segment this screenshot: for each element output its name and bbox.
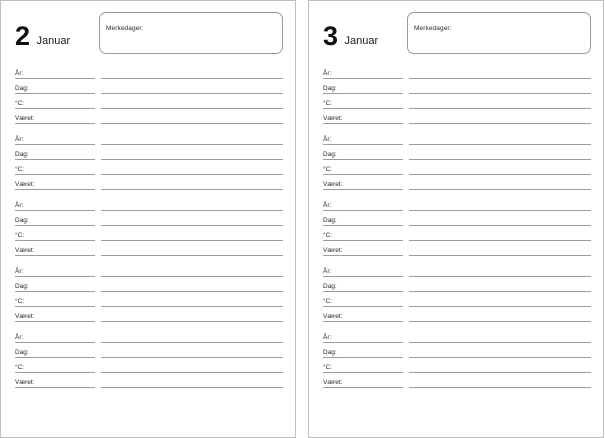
field-rule — [323, 189, 403, 190]
writing-line[interactable] — [409, 64, 591, 79]
diary-entry — [323, 127, 591, 193]
field-weather[interactable] — [323, 373, 409, 388]
diary-entry — [323, 259, 591, 325]
field-temperature[interactable] — [15, 160, 101, 175]
field-label-temperature: °C: — [323, 99, 333, 107]
notable-days-box[interactable] — [99, 12, 283, 54]
writing-line[interactable] — [409, 241, 591, 256]
field-label-weather: Været: — [323, 180, 343, 188]
field-day[interactable] — [15, 343, 101, 358]
field-temperature[interactable] — [15, 358, 101, 373]
writing-line[interactable] — [409, 94, 591, 109]
field-temperature[interactable] — [323, 94, 409, 109]
entry-writing-lines[interactable] — [409, 61, 591, 127]
month-name: Januar — [36, 35, 71, 47]
field-weather[interactable] — [15, 109, 101, 124]
field-day[interactable] — [323, 145, 409, 160]
field-temperature[interactable] — [323, 226, 409, 241]
field-temperature[interactable] — [15, 94, 101, 109]
diary-entry — [15, 259, 283, 325]
field-year[interactable] — [15, 130, 101, 145]
entry-writing-lines[interactable] — [409, 259, 591, 325]
entry-field-column — [323, 127, 409, 193]
writing-line[interactable] — [409, 358, 591, 373]
entry-field-column — [15, 325, 101, 391]
writing-line[interactable] — [409, 277, 591, 292]
writing-line[interactable] — [409, 79, 591, 94]
field-rule — [15, 123, 95, 124]
field-year[interactable] — [323, 64, 409, 79]
field-day[interactable] — [15, 79, 101, 94]
writing-line[interactable] — [101, 145, 283, 160]
field-label-year: År: — [323, 201, 332, 209]
field-temperature[interactable] — [323, 292, 409, 307]
field-day[interactable] — [323, 79, 409, 94]
field-label-day: Dag: — [15, 84, 29, 92]
field-rule — [15, 387, 95, 388]
writing-line[interactable] — [101, 196, 283, 211]
writing-line[interactable] — [101, 94, 283, 109]
writing-line[interactable] — [101, 241, 283, 256]
writing-line[interactable] — [409, 307, 591, 322]
field-temperature[interactable] — [15, 226, 101, 241]
field-label-day: Dag: — [323, 348, 337, 356]
entry-writing-lines[interactable] — [409, 127, 591, 193]
writing-line[interactable] — [409, 130, 591, 145]
field-label-temperature: °C: — [15, 231, 25, 239]
entry-field-column — [323, 325, 409, 391]
entry-writing-lines[interactable] — [101, 193, 283, 259]
field-weather[interactable] — [15, 175, 101, 190]
date-block-left — [15, 11, 99, 50]
field-year[interactable] — [15, 196, 101, 211]
field-label-year: År: — [323, 267, 332, 275]
entry-field-column — [15, 61, 101, 127]
page-header-right — [323, 11, 591, 55]
field-label-weather: Været: — [15, 312, 35, 320]
writing-line[interactable] — [101, 175, 283, 190]
writing-line[interactable] — [409, 196, 591, 211]
field-label-weather: Været: — [323, 378, 343, 386]
entry-field-column — [323, 259, 409, 325]
writing-line[interactable] — [101, 307, 283, 322]
entry-writing-lines[interactable] — [101, 127, 283, 193]
diary-entry — [15, 127, 283, 193]
field-weather[interactable] — [15, 307, 101, 322]
diary-entry — [15, 325, 283, 391]
writing-line[interactable] — [409, 175, 591, 190]
diary-entry — [323, 325, 591, 391]
field-label-temperature: °C: — [15, 363, 25, 371]
field-day[interactable] — [323, 211, 409, 226]
field-year[interactable] — [323, 262, 409, 277]
field-temperature[interactable] — [323, 358, 409, 373]
writing-line[interactable] — [409, 109, 591, 124]
entry-field-column — [15, 193, 101, 259]
writing-line[interactable] — [409, 343, 591, 358]
writing-line[interactable] — [101, 64, 283, 79]
writing-line[interactable] — [409, 226, 591, 241]
entry-field-column — [15, 127, 101, 193]
field-rule — [323, 123, 403, 124]
writing-line[interactable] — [101, 130, 283, 145]
writing-line[interactable] — [101, 109, 283, 124]
field-weather[interactable] — [323, 241, 409, 256]
field-label-year: År: — [323, 333, 332, 341]
notable-days-box[interactable] — [407, 12, 591, 54]
writing-line[interactable] — [101, 328, 283, 343]
field-label-day: Dag: — [15, 216, 29, 224]
field-label-temperature: °C: — [323, 297, 333, 305]
entry-list-right — [323, 61, 591, 391]
field-label-weather: Været: — [15, 378, 35, 386]
writing-line[interactable] — [101, 373, 283, 388]
entry-writing-lines[interactable] — [409, 325, 591, 391]
field-weather[interactable] — [15, 241, 101, 256]
field-year[interactable] — [15, 262, 101, 277]
writing-line[interactable] — [101, 262, 283, 277]
field-year[interactable] — [15, 328, 101, 343]
field-label-day: Dag: — [323, 216, 337, 224]
entry-field-column — [323, 193, 409, 259]
writing-line[interactable] — [409, 373, 591, 388]
field-day[interactable] — [15, 145, 101, 160]
field-label-year: År: — [323, 69, 332, 77]
notable-days-label: Merkedager: — [106, 25, 144, 32]
writing-line[interactable] — [101, 358, 283, 373]
writing-line[interactable] — [101, 79, 283, 94]
field-temperature[interactable] — [15, 292, 101, 307]
field-day[interactable] — [15, 211, 101, 226]
writing-line[interactable] — [101, 226, 283, 241]
writing-line[interactable] — [409, 328, 591, 343]
field-label-year: År: — [15, 333, 24, 341]
field-day[interactable] — [15, 277, 101, 292]
field-label-year: År: — [15, 201, 24, 209]
month-name: Januar — [344, 35, 379, 47]
field-label-weather: Været: — [15, 246, 35, 254]
field-label-weather: Været: — [323, 246, 343, 254]
field-label-year: År: — [15, 267, 24, 275]
field-year[interactable] — [15, 64, 101, 79]
field-label-weather: Været: — [323, 312, 343, 320]
diary-entry — [323, 61, 591, 127]
field-label-day: Dag: — [323, 150, 337, 158]
entry-field-column — [15, 259, 101, 325]
field-label-day: Dag: — [323, 282, 337, 290]
field-day[interactable] — [323, 343, 409, 358]
diary-entry — [15, 61, 283, 127]
field-rule — [15, 255, 95, 256]
field-label-year: År: — [15, 69, 24, 77]
field-year[interactable] — [323, 328, 409, 343]
field-label-day: Dag: — [15, 150, 29, 158]
diary-entry — [323, 193, 591, 259]
field-label-weather: Været: — [15, 180, 35, 188]
field-rule — [323, 255, 403, 256]
field-label-temperature: °C: — [323, 363, 333, 371]
field-label-year: År: — [323, 135, 332, 143]
entry-list-left — [15, 61, 283, 391]
writing-line[interactable] — [101, 277, 283, 292]
writing-line[interactable] — [409, 211, 591, 226]
field-rule — [15, 321, 95, 322]
field-label-weather: Været: — [323, 114, 343, 122]
field-label-temperature: °C: — [323, 165, 333, 173]
field-label-day: Dag: — [323, 84, 337, 92]
field-label-day: Dag: — [15, 282, 29, 290]
field-temperature[interactable] — [323, 160, 409, 175]
field-weather[interactable] — [323, 109, 409, 124]
field-year[interactable] — [323, 130, 409, 145]
field-label-temperature: °C: — [15, 297, 25, 305]
writing-line[interactable] — [101, 211, 283, 226]
field-label-temperature: °C: — [323, 231, 333, 239]
field-label-year: År: — [15, 135, 24, 143]
field-label-day: Dag: — [15, 348, 29, 356]
page-content-right — [309, 1, 603, 437]
entry-writing-lines[interactable] — [101, 259, 283, 325]
entry-field-column — [323, 61, 409, 127]
diary-entry — [15, 193, 283, 259]
diary-page-right — [308, 0, 604, 438]
field-day[interactable] — [323, 277, 409, 292]
field-label-weather: Været: — [15, 114, 35, 122]
writing-line[interactable] — [101, 160, 283, 175]
writing-line[interactable] — [409, 262, 591, 277]
writing-line[interactable] — [409, 292, 591, 307]
writing-line[interactable] — [101, 343, 283, 358]
page-header-left — [15, 11, 283, 55]
writing-line[interactable] — [101, 292, 283, 307]
field-rule — [323, 321, 403, 322]
page-content-left — [1, 1, 295, 437]
entry-writing-lines[interactable] — [409, 193, 591, 259]
field-year[interactable] — [323, 196, 409, 211]
field-weather[interactable] — [15, 373, 101, 388]
field-label-temperature: °C: — [15, 99, 25, 107]
field-rule — [323, 387, 403, 388]
day-number: 3 — [323, 21, 338, 51]
writing-line[interactable] — [409, 160, 591, 175]
field-rule — [15, 189, 95, 190]
notable-days-label: Merkedager: — [414, 25, 452, 32]
writing-line[interactable] — [409, 145, 591, 160]
date-block-right — [323, 11, 407, 50]
field-weather[interactable] — [323, 175, 409, 190]
field-label-temperature: °C: — [15, 165, 25, 173]
day-number: 2 — [15, 21, 30, 51]
diary-page-left — [0, 0, 296, 438]
entry-writing-lines[interactable] — [101, 61, 283, 127]
entry-writing-lines[interactable] — [101, 325, 283, 391]
field-weather[interactable] — [323, 307, 409, 322]
